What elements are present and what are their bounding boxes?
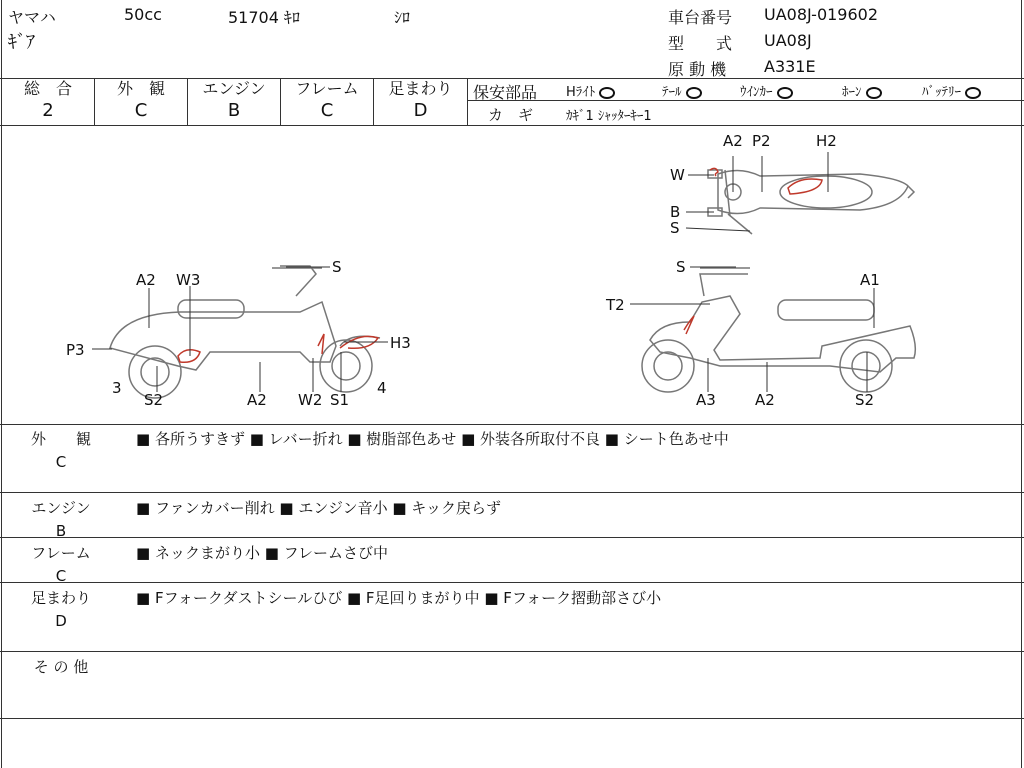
label-right-a1: A1 bbox=[860, 271, 880, 289]
divider bbox=[0, 492, 1024, 493]
label-left-w3: W3 bbox=[176, 271, 201, 289]
remark-grade: C bbox=[55, 453, 67, 471]
divider bbox=[0, 537, 1024, 538]
part-taillight bbox=[662, 81, 702, 100]
remark-label-other bbox=[26, 656, 96, 681]
label-right-t2: T2 bbox=[606, 296, 625, 314]
grade-label: エンジン bbox=[202, 79, 266, 98]
part-battery bbox=[922, 81, 981, 100]
grade-value: C bbox=[320, 100, 334, 121]
part-label: ﾎｰﾝ bbox=[842, 85, 862, 100]
grade-label: フレーム bbox=[295, 79, 359, 98]
remark-category: そ の 他 bbox=[33, 658, 89, 676]
damage-mark-icon bbox=[318, 334, 324, 354]
label-left-3: 3 bbox=[112, 379, 122, 397]
maker: ヤマハ bbox=[8, 8, 56, 27]
parts-title: 保安部品 bbox=[473, 83, 538, 102]
key-value: ｶｷﾞ1 ｼｬｯﾀｰｷｰ1 bbox=[566, 109, 652, 124]
divider bbox=[468, 100, 1024, 101]
engine-label: 原 動 機 bbox=[668, 60, 727, 79]
damage-diagram bbox=[0, 126, 1024, 424]
mileage: 51704 ｷﾛ bbox=[228, 8, 300, 27]
label-left-s1: S1 bbox=[330, 391, 350, 409]
ok-mark-icon bbox=[686, 87, 702, 99]
callout-lines bbox=[92, 152, 874, 392]
ok-mark-icon bbox=[599, 87, 615, 99]
color: ｼﾛ bbox=[394, 8, 411, 27]
key-label: カ ギ bbox=[488, 106, 534, 124]
label-right-s2: S2 bbox=[855, 391, 875, 409]
label-left-a2: A2 bbox=[136, 271, 156, 289]
ok-mark-icon bbox=[965, 87, 981, 99]
ok-mark-icon bbox=[777, 87, 793, 99]
label-left-a2b: A2 bbox=[247, 391, 267, 409]
remark-category: 足まわり bbox=[30, 589, 91, 607]
part-winker bbox=[740, 81, 793, 100]
model-name: ｷﾞｱ bbox=[8, 32, 35, 53]
part-horn bbox=[842, 81, 882, 100]
remark-label-suspension bbox=[26, 587, 96, 630]
displacement: 50cc bbox=[124, 5, 162, 24]
grade-value: 2 bbox=[42, 100, 54, 121]
remark-grade: D bbox=[55, 612, 67, 630]
label-left-w2: W2 bbox=[298, 391, 323, 409]
part-label: ﾃｰﾙ bbox=[662, 85, 682, 100]
divider bbox=[0, 651, 1024, 652]
grade-value: B bbox=[227, 100, 241, 121]
grade-value: D bbox=[413, 100, 428, 121]
remark-category: フレーム bbox=[31, 544, 91, 562]
grade-suspension bbox=[374, 79, 467, 123]
remark-grade: B bbox=[55, 522, 67, 540]
grade-exterior bbox=[95, 79, 187, 123]
part-label: Hﾗｲﾄ bbox=[566, 85, 596, 100]
label-top-h2: H2 bbox=[816, 132, 837, 150]
damage-mark-icon bbox=[684, 316, 694, 334]
part-headlight bbox=[566, 81, 615, 100]
label-left-s2: S2 bbox=[144, 391, 164, 409]
type-value: UA08J bbox=[764, 31, 812, 50]
remark-category: 外 観 bbox=[30, 430, 91, 448]
remark-label-exterior bbox=[26, 428, 96, 471]
remark-text-engine: ■ ファンカバー削れ ■ エンジン音小 ■ キック戻らず bbox=[136, 499, 502, 517]
part-label: ｳｲﾝｶｰ bbox=[740, 85, 773, 100]
divider bbox=[467, 78, 468, 125]
label-left-h3: H3 bbox=[390, 334, 411, 352]
grade-engine bbox=[188, 79, 280, 123]
frame-no-label: 車台番号 bbox=[668, 8, 733, 27]
label-left-p3: P3 bbox=[66, 341, 85, 359]
label-top-w: W bbox=[670, 166, 685, 184]
label-right-a3: A3 bbox=[696, 391, 716, 409]
divider bbox=[0, 582, 1024, 583]
label-left-s: S bbox=[332, 258, 342, 276]
remark-text-suspension: ■ Fフォークダストシールひび ■ F足回りまがり中 ■ Fフォーク摺動部さび小 bbox=[136, 589, 662, 607]
damage-mark-icon bbox=[178, 350, 200, 363]
grade-value: C bbox=[134, 100, 148, 121]
engine-value: A331E bbox=[764, 57, 816, 76]
remark-text-exterior: ■ 各所うすきず ■ レバー折れ ■ 樹脂部色あせ ■ 外装各所取付不良 ■ シート色あせ中 bbox=[136, 430, 729, 448]
grade-label: 総 合 bbox=[23, 79, 72, 98]
divider bbox=[0, 424, 1024, 425]
label-right-s: S bbox=[676, 258, 686, 276]
frame-no: UA08J-019602 bbox=[764, 5, 879, 24]
label-right-a2: A2 bbox=[755, 391, 775, 409]
grade-total bbox=[2, 79, 94, 123]
grade-frame bbox=[281, 79, 373, 123]
ok-mark-icon bbox=[866, 87, 882, 99]
label-left-4: 4 bbox=[377, 379, 387, 397]
remark-grade: C bbox=[55, 567, 67, 585]
remark-category: エンジン bbox=[31, 499, 91, 517]
remark-label-frame bbox=[26, 542, 96, 585]
label-top-b: B bbox=[670, 203, 681, 221]
remark-label-engine bbox=[26, 497, 96, 540]
label-top-a2: A2 bbox=[723, 132, 743, 150]
grade-label: 足まわり bbox=[388, 79, 453, 98]
label-top-p2: P2 bbox=[752, 132, 771, 150]
part-label: ﾊﾞｯﾃﾘｰ bbox=[922, 85, 961, 100]
type-label: 型 式 bbox=[668, 34, 733, 53]
divider bbox=[0, 718, 1024, 719]
remark-text-frame: ■ ネックまがり小 ■ フレームさび中 bbox=[136, 544, 389, 562]
label-top-s: S bbox=[670, 219, 680, 237]
grade-label: 外 観 bbox=[116, 79, 165, 98]
